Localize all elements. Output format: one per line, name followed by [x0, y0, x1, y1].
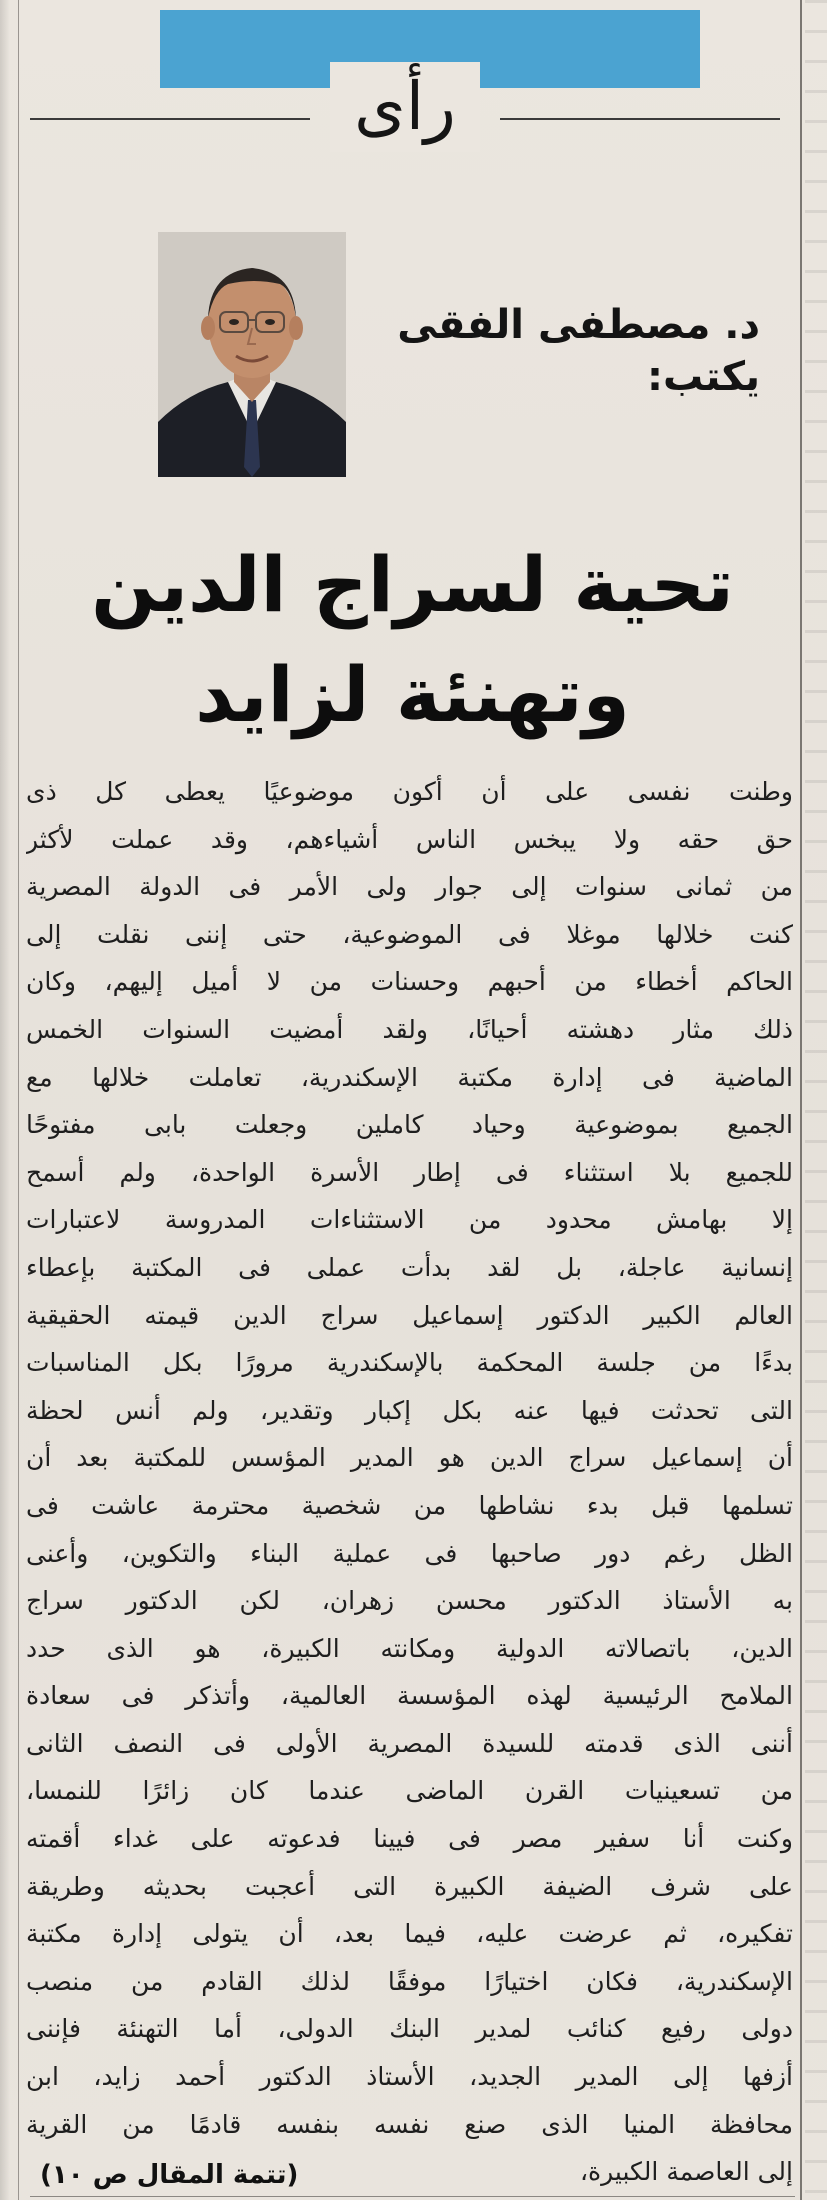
- body-line: الماضية فى إدارة مكتبة الإسكندرية، تعاملت خلالها مع: [26, 1062, 793, 1092]
- page-edge-shadow: [805, 0, 827, 2200]
- article-body: [26, 768, 793, 2196]
- body-line: من ثمانى سنوات إلى جوار ولى الأمر فى الدولة المصرية: [26, 872, 793, 902]
- body-line: على شرف الضيفة الكبيرة التى أعجبت بحديثه وطريقة: [26, 1871, 793, 1901]
- author-byline: [360, 300, 760, 410]
- column-border-left: [18, 0, 19, 2200]
- body-line: للجميع بلا استثناء فى إطار الأسرة الواحدة، ولم أسمح: [26, 1157, 793, 1187]
- body-line: العالم الكبير الدكتور إسماعيل سراج الدين قيمته الحقيقية: [26, 1300, 793, 1330]
- body-line: من تسعينيات القرن الماضى عندما كان زائرًا للنمسا،: [26, 1776, 793, 1806]
- body-line: أننى الذى قدمته للسيدة المصرية الأولى فى النصف الثانى: [26, 1728, 793, 1758]
- continuation-note: (تتمة المقال ص ١٠): [40, 2160, 299, 2190]
- body-line: تسلمها قبل بدء نشاطها من شخصية محترمة عاشت فى: [26, 1490, 793, 1520]
- body-line: محافظة المنيا الذى صنع نفسه بنفسه قادمًا من القرية: [26, 2109, 793, 2139]
- author-portrait-image: [158, 232, 346, 477]
- author-photo: [158, 232, 346, 477]
- bottom-rule: [30, 2196, 795, 2197]
- body-line: به الأستاذ الدكتور محسن زهران، لكن الدكتور سراج: [26, 1586, 793, 1616]
- headline-line-2: وتهنئة لزايد: [195, 650, 630, 739]
- body-line: الدين، باتصالاته الدولية ومكانته الكبيرة، هو الذى حدد: [26, 1633, 793, 1663]
- headline-line-1: تحية لسراج الدين: [91, 540, 734, 629]
- section-title: رأى: [330, 62, 480, 152]
- header-rule-right: [500, 118, 780, 120]
- header-rule-left: [30, 118, 310, 120]
- body-line: الجميع بموضوعية وحياد كاملين وجعلت بابى مفتوحًا: [26, 1110, 793, 1140]
- column-border-right: [800, 0, 802, 2200]
- author-name: د. مصطفى الفقى: [397, 302, 760, 348]
- body-line: وطنت نفسى على أن أكون موضوعيًا يعطى كل ذى: [26, 777, 793, 806]
- body-line: ذلك مثار دهشته أحيانًا، ولقد أمضيت السنوات الخمس: [26, 1014, 793, 1044]
- page-fold-shadow: [0, 0, 10, 2200]
- body-line: إلى العاصمة الكبيرة،: [579, 2157, 793, 2187]
- author-writes-label: يكتب:: [647, 354, 760, 400]
- article-headline: [40, 530, 785, 750]
- body-line: حق حقه ولا يبخس الناس أشياءهم، وقد عملت لأكثر: [26, 824, 793, 854]
- body-line: إنسانية عاجلة، بل لقد بدأت عملى فى المكتبة بإعطاء: [26, 1252, 793, 1282]
- body-line: إلا بهامش محدود من الاستثناءات المدروسة لاعتبارات: [26, 1205, 793, 1235]
- body-line: الحاكم أخطاء من أحبهم وحسنات من لا أميل إليهم، وكان: [26, 967, 793, 997]
- body-line: أزفها إلى المدير الجديد، الأستاذ الدكتور أحمد زايد، ابن: [26, 2062, 793, 2092]
- body-line: بدءًا من جلسة المحكمة بالإسكندرية مرورًا بكل المناسبات: [26, 1348, 793, 1378]
- body-line: تفكيره، ثم عرضت عليه، فيما بعد، أن يتولى إدارة مكتبة: [26, 1919, 793, 1949]
- body-line: وكنت أنا سفير مصر فى فيينا فدعوته على غداء أقمته: [26, 1824, 793, 1854]
- body-line: الظل رغم دور صاحبها فى عملية البناء والتكوين، وأعنى: [26, 1538, 793, 1568]
- body-line: الإسكندرية، فكان اختيارًا موفقًا لذلك القادم من منصب: [26, 1966, 793, 1996]
- body-line: كنت خلالها موغلا فى الموضوعية، حتى إننى نقلت إلى: [26, 919, 793, 949]
- body-line: الملامح الرئيسية لهذه المؤسسة العالمية، وأتذكر فى سعادة: [26, 1681, 793, 1711]
- body-line: التى تحدثت فيها عنه بكل إكبار وتقدير، ولم أنس لحظة: [26, 1395, 793, 1425]
- body-line: أن إسماعيل سراج الدين هو المدير المؤسس للمكتبة بعد أن: [26, 1443, 793, 1473]
- body-line: دولى رفيع كنائب لمدير البنك الدولى، أما التهنئة فإننى: [26, 2014, 793, 2044]
